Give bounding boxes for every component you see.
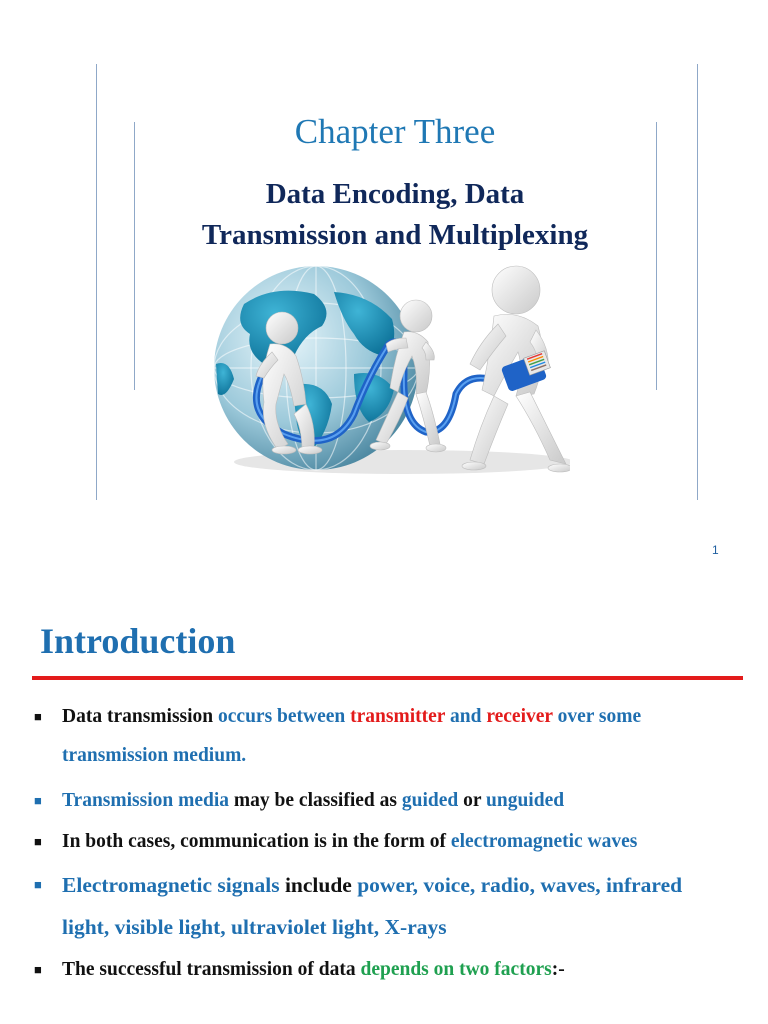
bullet-text: or: [458, 790, 487, 811]
bullet-item: [34, 781, 734, 820]
bullet-text: include: [279, 873, 358, 897]
bullet-list: [34, 697, 734, 989]
bullet-square-icon: ■: [34, 709, 42, 724]
bullet-text: over some transmission medium.: [62, 706, 642, 766]
bullet-text: Transmission media: [62, 790, 230, 811]
subtitle-line-1: Data Encoding, Data: [265, 178, 525, 210]
bullet-text: electromagnetic waves: [450, 831, 638, 852]
bullet-square-icon: ■: [34, 962, 42, 977]
chapter-title: Chapter Three: [294, 112, 496, 151]
slide-heading: Introduction: [40, 621, 236, 661]
bullet-text: transmitter: [350, 706, 446, 727]
bullet-item: [34, 822, 734, 861]
bullet-text: receiver: [486, 706, 553, 727]
bullet-text: and: [445, 706, 487, 727]
bullet-item: [34, 950, 734, 989]
heading-underline: [32, 676, 743, 680]
globe-network-figures-illustration: [204, 264, 570, 480]
bullet-text: may be classified as: [229, 790, 402, 811]
bullet-text: occurs between: [213, 706, 351, 727]
bullet-text: :-: [551, 959, 565, 980]
introduction-slide: [0, 580, 768, 1024]
subtitle-line-2: Transmission and Multiplexing: [201, 219, 589, 251]
frame-line-inner-left: [134, 122, 135, 390]
bullet-text: Data transmission: [62, 706, 214, 727]
bullet-text: power, voice, radio, waves, infrared light, visible light, ultraviolet light, X-rays: [62, 873, 683, 939]
bullet-text: depends on two factors: [360, 959, 552, 980]
frame-line-inner-right: [656, 122, 657, 390]
bullet-text: The successful transmission of data: [62, 959, 361, 980]
bullet-item: [34, 697, 734, 775]
bullet-text: In both cases, communication is in the form of: [62, 831, 451, 852]
bullet-square-icon: ■: [34, 793, 42, 808]
chapter-subtitle: [0, 174, 768, 256]
bullet-square-icon: ■: [34, 834, 42, 849]
page-number: 1: [712, 543, 719, 557]
bullet-text: guided: [401, 790, 459, 811]
bullet-text: Electromagnetic signals: [62, 873, 280, 897]
bullet-text: unguided: [486, 790, 565, 811]
bullet-item: [34, 864, 734, 948]
bullet-square-icon: ■: [34, 877, 42, 892]
